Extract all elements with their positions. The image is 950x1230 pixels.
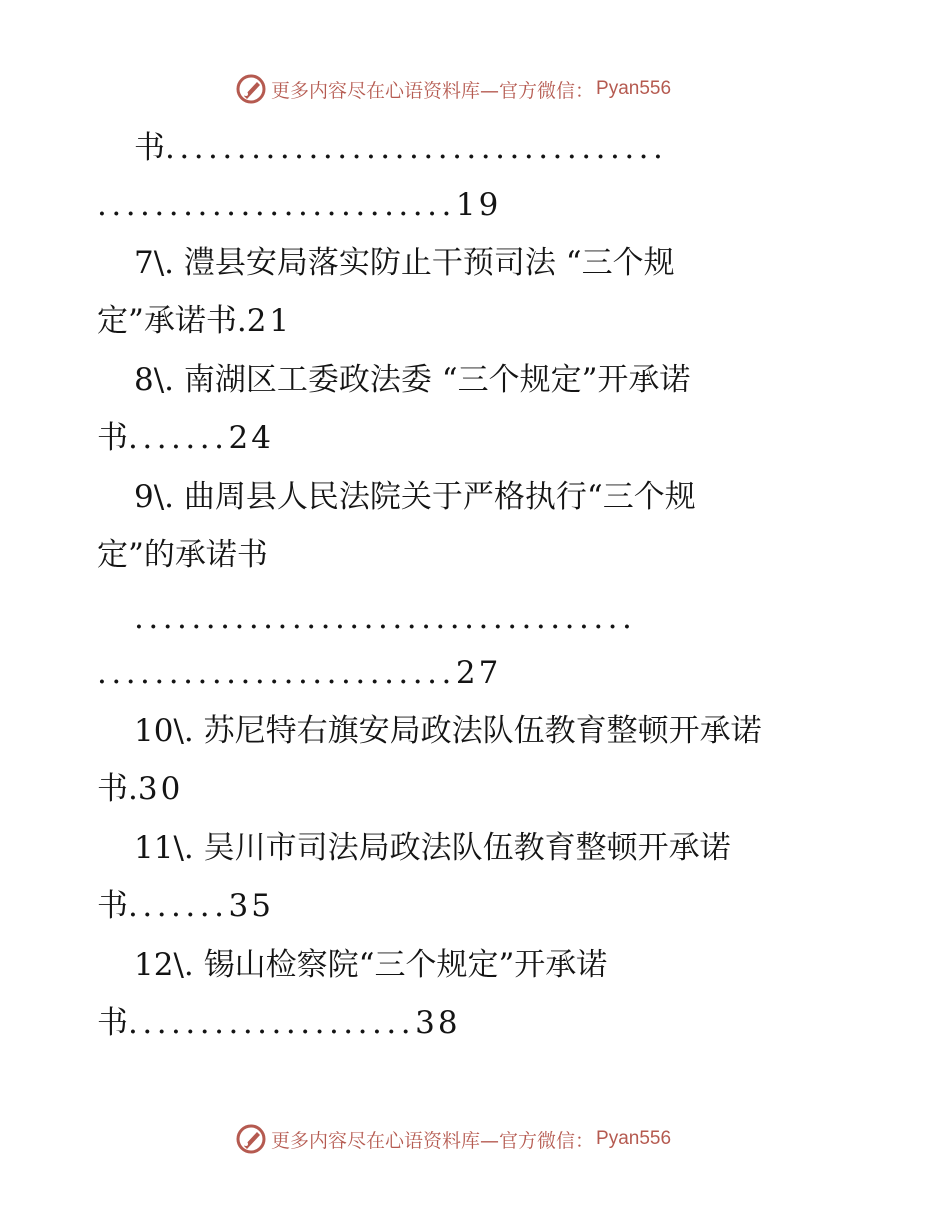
toc-line	[97, 415, 274, 461]
page-number: 19	[455, 187, 502, 223]
dot-leader: .......	[128, 888, 229, 924]
toc-line	[97, 650, 501, 696]
toc-line	[97, 298, 292, 344]
toc-line	[134, 708, 762, 754]
page-number: 30	[137, 771, 184, 807]
dot-leader: ...................................	[165, 130, 668, 166]
entry-text: 书.	[97, 771, 138, 807]
wechat-id: Pyan556	[596, 78, 672, 99]
page-number: 24	[228, 420, 274, 456]
entry-text: 书	[97, 888, 128, 924]
page-number: 21	[246, 303, 293, 339]
entry-text: 8\. 南湖区工委政法委 “三个规定”开承诺	[134, 362, 691, 398]
toc-line	[97, 1000, 461, 1046]
entry-text: 9\. 曲周县人民法院关于严格执行“三个规	[134, 479, 696, 515]
entry-text: 书	[134, 130, 165, 166]
pen-circle-icon	[235, 73, 267, 105]
wechat-id: Pyan556	[596, 1128, 672, 1149]
toc-line	[134, 942, 607, 988]
watermark-banner-top	[235, 72, 755, 106]
toc-line	[97, 883, 274, 929]
entry-text: 定”的承诺书	[97, 537, 268, 573]
entry-text: 12\. 锡山检察院“三个规定”开承诺	[134, 947, 608, 983]
page-number: 35	[228, 888, 274, 924]
banner-text: 更多内容尽在心语资料库—官方微信：	[271, 1129, 595, 1152]
dot-leader: .........................	[97, 655, 456, 691]
toc-line	[97, 532, 268, 578]
toc-line	[134, 125, 667, 171]
entry-text: 书	[97, 1005, 128, 1041]
toc-line	[97, 182, 501, 228]
toc-line	[134, 357, 690, 403]
entry-text: 10\. 苏尼特右旗安局政法队伍教育整顿开承诺	[134, 713, 762, 749]
banner-text: 更多内容尽在心语资料库—官方微信：	[271, 79, 595, 102]
toc-line	[134, 474, 696, 520]
pen-circle-icon	[235, 1123, 267, 1155]
toc-line	[134, 595, 636, 641]
page-number: 27	[455, 655, 502, 691]
dot-leader: .........................	[97, 187, 456, 223]
toc-line	[134, 240, 675, 286]
page-number: 38	[415, 1005, 461, 1041]
dot-leader: .......	[128, 420, 229, 456]
toc-line	[97, 766, 183, 812]
entry-text: 书	[97, 420, 128, 456]
entry-text: 定”承诺书.	[97, 303, 247, 339]
dot-leader: ...................................	[134, 600, 637, 636]
toc-line	[134, 825, 731, 871]
entry-text: 11\. 吴川市司法局政法队伍教育整顿开承诺	[134, 830, 731, 866]
entry-text: 7\. 澧县安局落实防止干预司法 “三个规	[134, 245, 675, 281]
dot-leader: ....................	[128, 1005, 416, 1041]
watermark-banner-bottom	[235, 1122, 755, 1156]
